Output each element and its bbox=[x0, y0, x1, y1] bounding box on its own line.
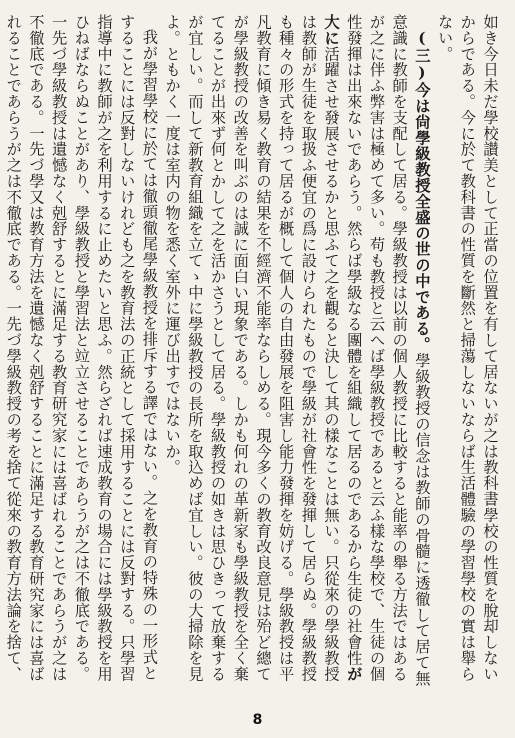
bold-text-run: が大に bbox=[322, 14, 363, 682]
page-number: 8 bbox=[252, 712, 263, 728]
bold-text-run: (三)今は尙學級教授全盛の世の中である。 bbox=[412, 29, 431, 353]
paragraph-1 bbox=[433, 14, 501, 697]
text-run: 學級教授の信念は教師の骨髓に透徹して居て無意識に教師を支配して居る。學級教授は以前の個人教授に比較すると能率の舉る方法ではあるが之に伴ふ弊害は極めて多い。苟も教授と云へば學級教授であると云ふ樣な學校で、生徒の個性發揮は出來ないであらう。然らば學級なる團體を組織して居るのである bbox=[344, 14, 431, 687]
text-run: 我が學習學校に於ては徹頭徹尾學級教授を排斥する譯ではない。之を教育の特殊の一形式とすることには反對しないけれども之を教育法の正統として採用することには反對する。只學習指導中に教師が之を利用するに止めたいと思ふ。然らざれば速成教育の場合には學級教授を用ひねばならぬことがあり、學級教授と學習法と竝立させることであらうが之は不徹底である。一先づ學級教授は遺憾なく剋舒するとに滿足する教育研究家には喜ばれることであらうが之は不徹底である。一先づ學又は教育方法を遺憾なく剋舒することに滿足する教育研究家には喜ばれることであらうが之は不徹底である。一先づ學級教授の考を捨て從來の教育方法論を捨て、 bbox=[4, 14, 159, 682]
body-text bbox=[4, 14, 501, 697]
text-run: から生徒の社會性 bbox=[344, 538, 363, 666]
paragraph-2 bbox=[160, 14, 432, 697]
paragraph-3 bbox=[0, 14, 160, 697]
text-run: 活躍させ發展させるかと思ふて之を觀ると決して其の樣なことは無い。只從來の學級教授は教師が生徒を取扱ふ便宜の爲に設けられたもので學級が社會性を發揮して居らぬ。學級教授も種々の形式を持って居るが概して個人の自由發展を阻害し能力發揮を妨げる。學級教授は平凡教育に傾き易く教育の結果を不經濟不能率ならしめる。現今多くの教育改良意見は殆ど總てが學級教授の改善を叫ぶのは誠に面白い現象である。しかも何れの革新家も學級教授を全く棄てることが出來ず何とかして之を活かさうとして居る。學級教授の如きは思ひきって放棄するが宜しい。而して新教育組織を立てゝ中に學級教授の長所を取込めば宜しい。彼の大掃除を見よ。ともかく一度は室内の物を悉く室外に運び出すではないか。 bbox=[163, 14, 341, 682]
text-run: 如き今日未だ學校讃美として正當の位置を有して居ないが之は教科書學校の性質を脫却しないからである。今に於て教科書の性質を斷然と掃蕩しないならば生活體驗の學習學校の實は舉らない。 bbox=[435, 14, 499, 682]
